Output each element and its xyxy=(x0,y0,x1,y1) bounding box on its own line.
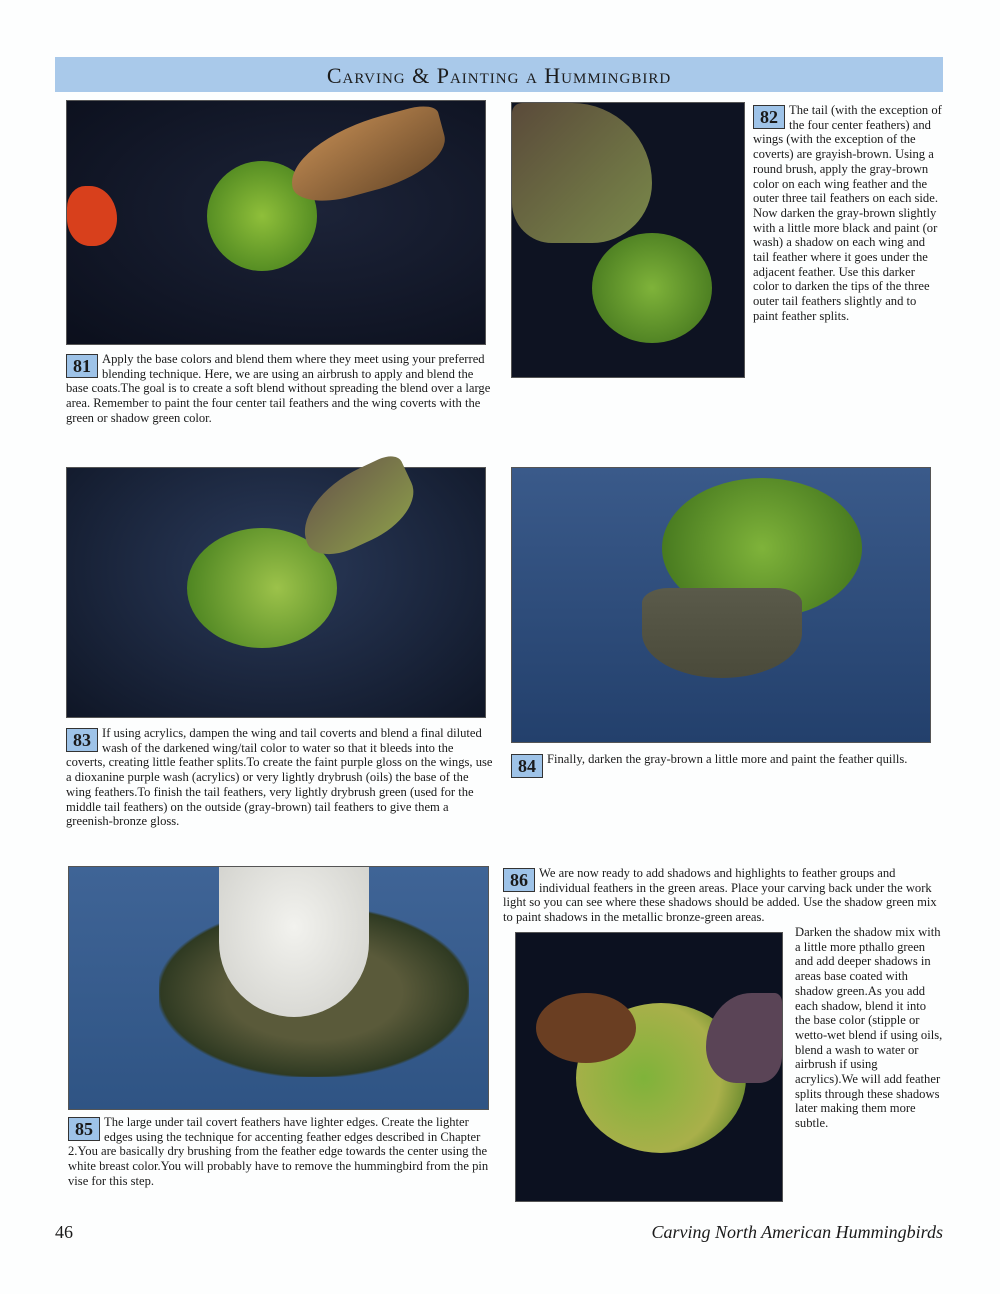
photo-step-85 xyxy=(68,866,489,1110)
photo-step-84 xyxy=(511,467,931,743)
step-number-badge: 85 xyxy=(68,1117,100,1141)
step-text: We are now ready to add shadows and highlights to feather groups and individual feathers in the green areas. Place your carving back under the work light so you can see where these shadows should be added. Use the shadow green mix to paint shadows in the metallic bronze-green areas. xyxy=(503,866,937,925)
page-number: 46 xyxy=(55,1222,73,1242)
book-title: Carving North American Hummingbirds xyxy=(651,1222,943,1242)
photo-step-82 xyxy=(511,102,745,378)
bird-tail-shape xyxy=(642,588,802,678)
step-text: The large under tail covert feathers have lighter edges. Create the lighter edges using the technique for accenting feather edges described in Chapter 2.You are basically dry brushing from the feather edge towards the center using the white breast color.You will probably have to remove the hummingbird from the pin vise for this step. xyxy=(68,1115,489,1188)
step-82-caption xyxy=(753,103,943,324)
step-number-badge: 84 xyxy=(511,754,543,778)
step-text: The tail (with the exception of the four center feathers) and wings (with the exception of the coverts) are grayish-brown. Using a round brush, apply the gray-brown color on each wing feather and the outer three tail feathers on each side. Now darken the gray-brown slightly with a little more black and paint (or wash) a shadow on each wing and tail feather where it goes under the adjacent feather. Use this darker color to darken the tips of the three outer tail feathers slightly and to paint feather splits. xyxy=(753,103,942,323)
bird-wing-shape xyxy=(706,993,782,1083)
step-83-caption xyxy=(66,726,494,829)
page-title: Carving & Painting a Hummingbird xyxy=(326,63,672,88)
step-number-badge: 86 xyxy=(503,868,535,892)
step-number-badge: 81 xyxy=(66,354,98,378)
step-81-caption xyxy=(66,352,492,426)
step-number-badge: 82 xyxy=(753,105,785,129)
step-86-caption xyxy=(503,866,943,925)
flower-shape xyxy=(67,186,117,246)
step-text: Finally, darken the gray-brown a little more and paint the feather quills. xyxy=(547,752,908,766)
step-86-caption-continued: Darken the shadow mix with a little more pthallo green and add deeper shadows in areas base coated with shadow green.As you add each shadow, blend it into the base color (stipple or wetto-wet blend if using oils, blend a wash to water or airbrush if using acrylics).We will add feather splits through these shadows later making them more subtle. xyxy=(795,925,943,1131)
step-text: If using acrylics, dampen the wing and tail coverts and blend a final diluted wash of the darkened wing/tail color to water so that it bleeds into the coverts, creating little feather splits.To create the faint purple gloss on the wings, use a dioxanine purple wash (acrylics) or very lightly drybrush (oils) the base of the wing feathers.To finish the tail feathers, very lightly drybrush green (used for the middle tail feathers) on the outside (gray-brown) tail feathers to give them a greenish-bronze gloss. xyxy=(66,726,493,829)
under-tail-white-shape xyxy=(219,867,369,1017)
bird-head-shape xyxy=(536,993,636,1063)
bird-body-shape xyxy=(592,233,712,343)
step-number-badge: 83 xyxy=(66,728,98,752)
step-text: Apply the base colors and blend them where they meet using your preferred blending technique. Here, we are using an airbrush to apply and blend the base coats.The goal is to create a soft blend without spreading the blend over a large area. Remember to paint the four center tail feathers and the wing coverts with the green or shadow green color. xyxy=(66,352,491,425)
photo-step-86 xyxy=(515,932,783,1202)
photo-step-81 xyxy=(66,100,486,345)
bird-wing-shape xyxy=(512,103,652,243)
step-85-caption xyxy=(68,1115,494,1189)
step-84-caption xyxy=(511,752,931,778)
bird-wing-shape xyxy=(281,101,454,210)
header-band xyxy=(55,57,943,92)
photo-step-83 xyxy=(66,467,486,718)
